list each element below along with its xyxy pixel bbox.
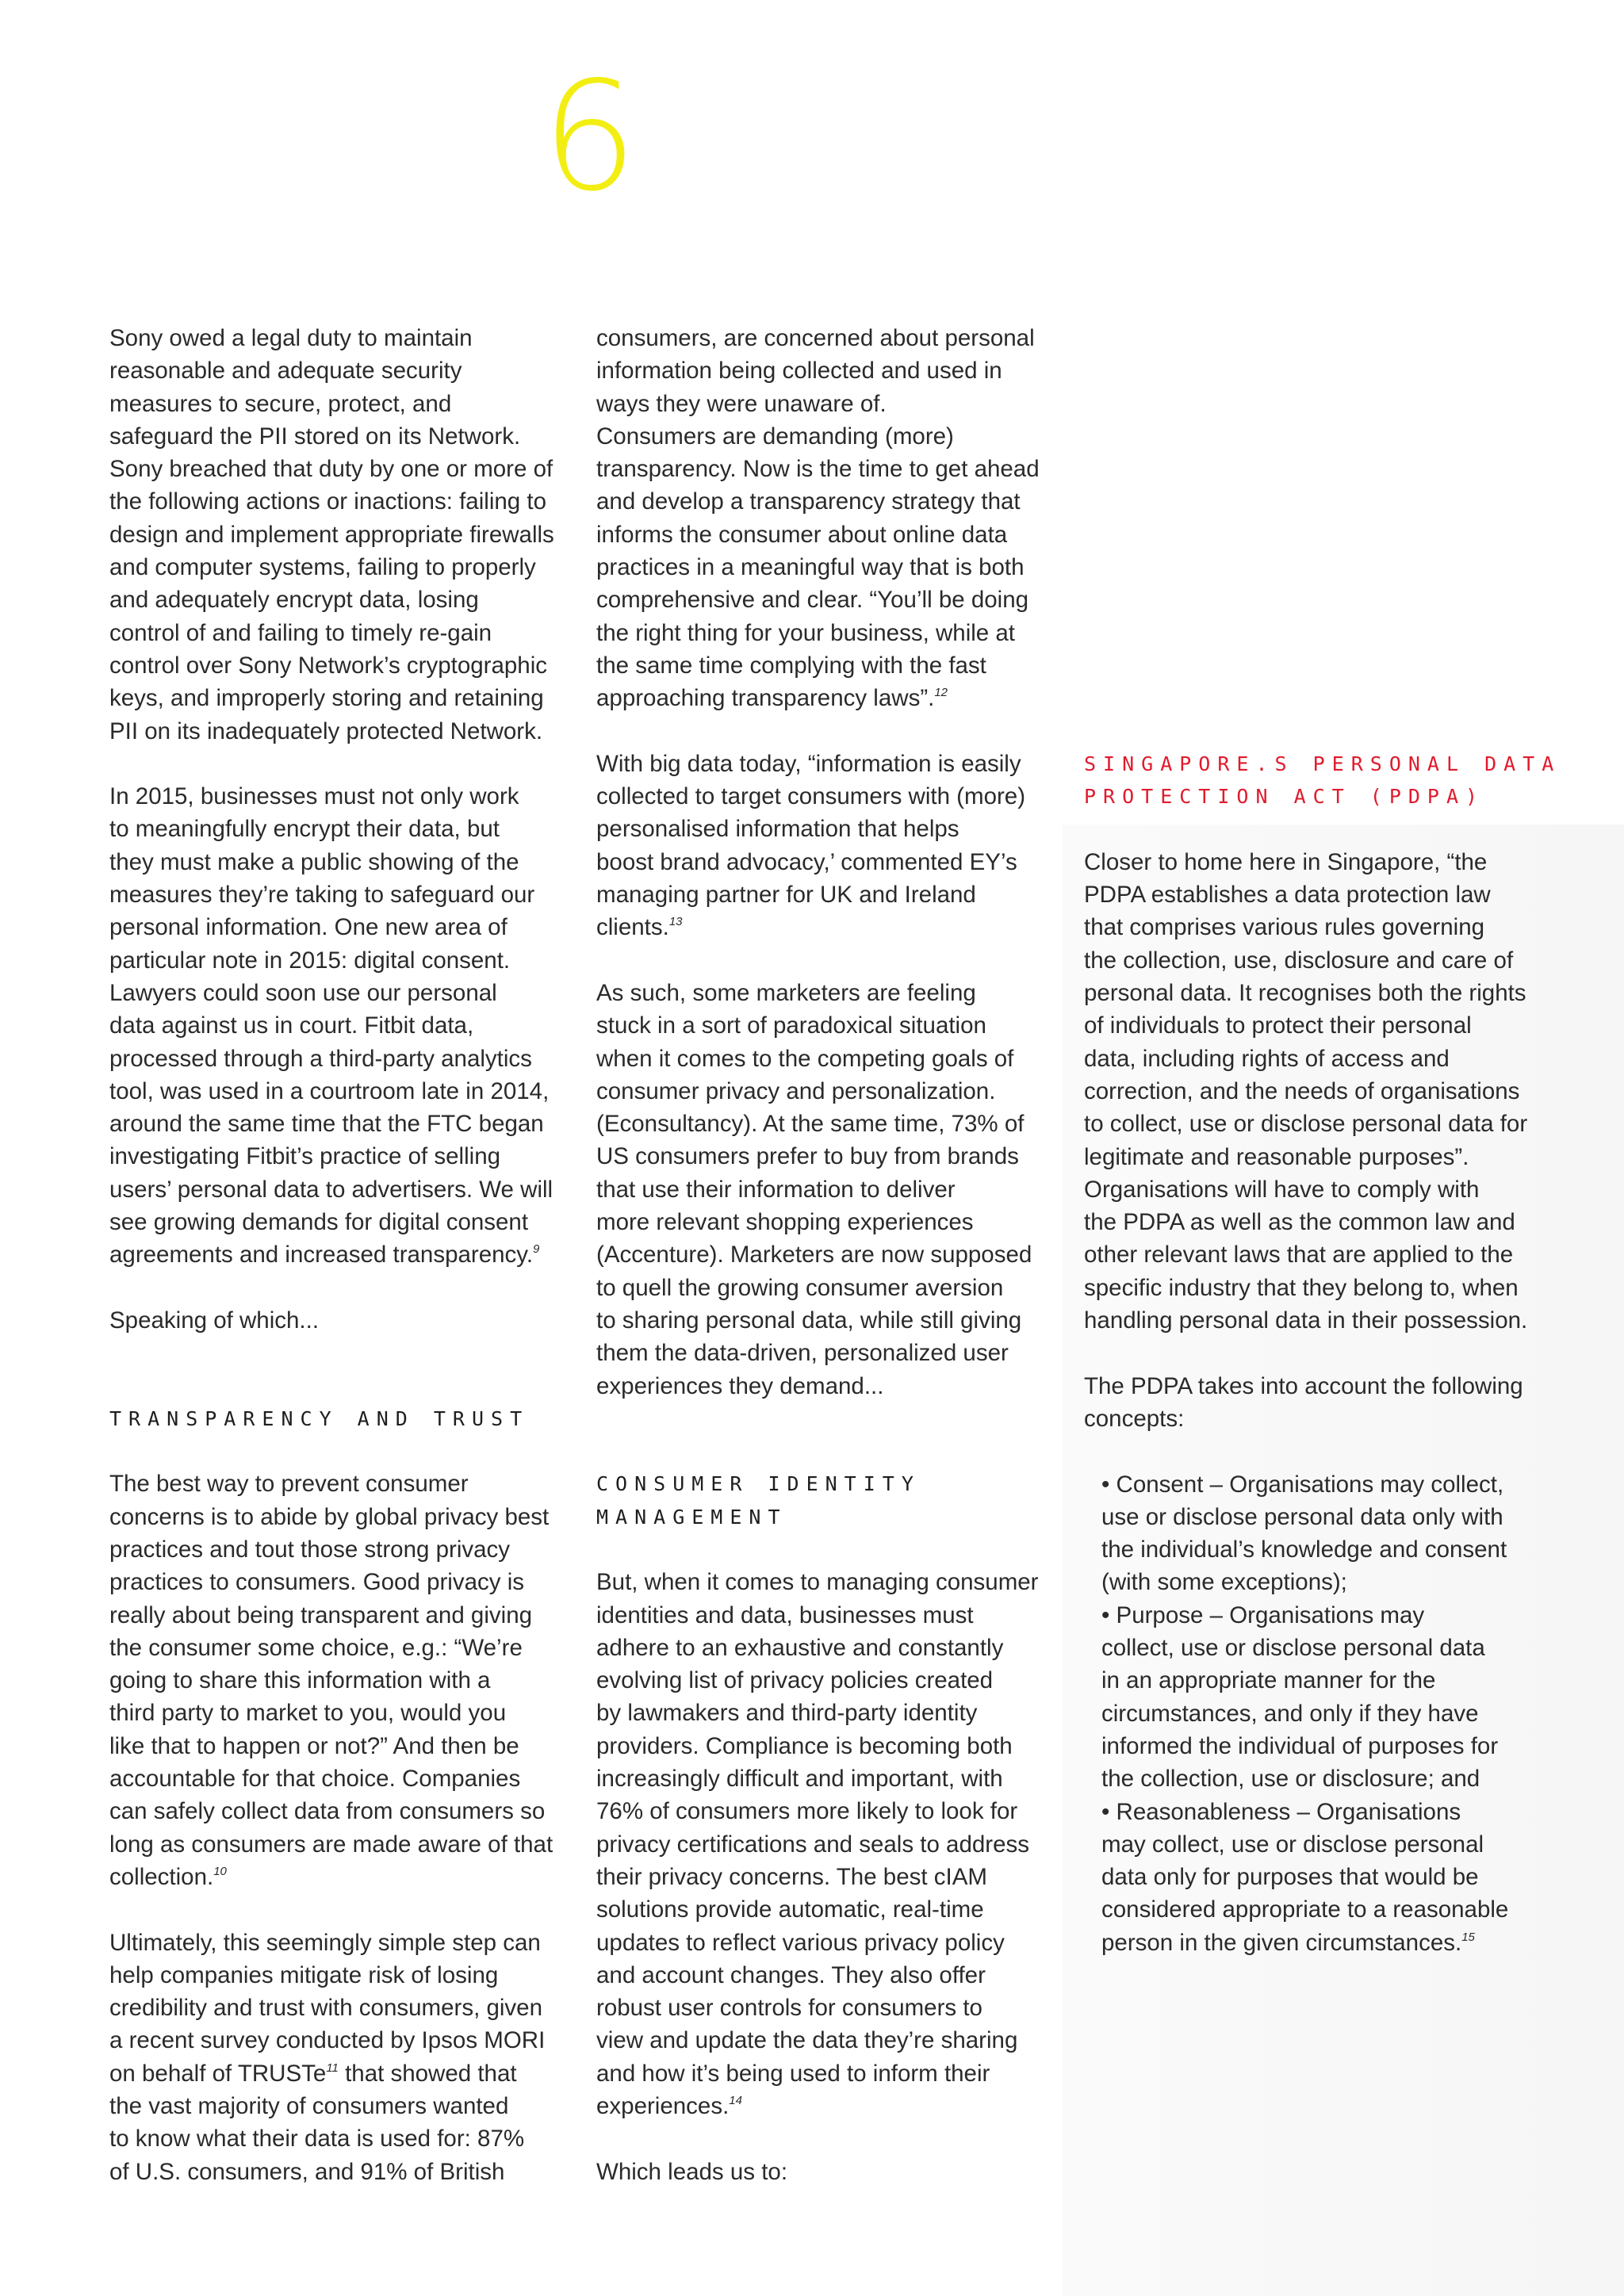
text-line: control of and failing to timely re-gain: [109, 619, 492, 646]
text-line: solutions provide automatic, real-time: [596, 1896, 984, 1923]
text-line: experiences they demand...: [596, 1372, 884, 1399]
text-line: identities and data, businesses must: [596, 1601, 974, 1628]
text-line: comprehensive and clear. “You’ll be doing: [596, 587, 1029, 614]
text-line: really about being transparent and giving: [109, 1601, 533, 1628]
text-line: the consumer some choice, e.g.: “We’re: [109, 1634, 523, 1661]
text-line: Consumers are demanding (more): [596, 423, 954, 450]
text-line: circumstances, and only if they have: [1101, 1700, 1479, 1727]
text-line: [109, 2057, 554, 2090]
text-line: they must make a public showing of the: [109, 848, 519, 875]
col1-paragraph-4: [109, 1468, 554, 1893]
text-line: But, when it comes to managing consumer: [596, 1569, 1039, 1596]
text-line: measures to secure, protect, and: [109, 390, 452, 417]
column-1: [109, 322, 554, 2188]
list-item: • Reasonableness – Organisations: [1101, 1798, 1461, 1825]
text-line: the vast majority of consumers wanted: [109, 2093, 509, 2120]
text-line: adhere to an exhaustive and constantly: [596, 1634, 1004, 1661]
text-line: keys, and improperly storing and retaining: [109, 685, 544, 712]
text-line: collect, use or disclose personal data: [1101, 1635, 1485, 1662]
text-line: transparency. Now is the time to get ahead: [596, 456, 1040, 483]
text-line: to sharing personal data, while still giving: [596, 1307, 1022, 1334]
footnote-ref: 15: [1461, 1930, 1475, 1944]
text-span: person in the given circumstances.: [1101, 1929, 1462, 1956]
text-line: consumers, are concerned about personal: [596, 325, 1035, 351]
text-line: in an appropriate manner for the: [1101, 1667, 1436, 1694]
text-span: collection.: [109, 1863, 214, 1890]
text-line: information being collected and used in: [596, 358, 1002, 385]
footnote-ref: 14: [729, 2094, 742, 2108]
text-line: to quell the growing consumer aversion: [596, 1274, 1004, 1301]
list-item: • Purpose – Organisations may: [1101, 1601, 1425, 1628]
text-line: can safely collect data from consumers so: [109, 1798, 546, 1825]
text-line: Ultimately, this seemingly simple step can: [109, 1929, 541, 1956]
col1-paragraph-1: [109, 322, 554, 748]
text-line: data only for purposes that would be: [1101, 1864, 1479, 1891]
section-heading-transparency: TRANSPARENCY AND TRUST: [109, 1406, 530, 1430]
text-line: (Accenture). Marketers are now supposed: [596, 1242, 1032, 1269]
text-line: and how it’s being used to inform their: [596, 2060, 990, 2087]
text-line: by lawmakers and third-party identity: [596, 1700, 978, 1727]
text-line: personal data. It recognises both the rights: [1084, 980, 1526, 1007]
text-line: that comprises various rules governing: [1084, 914, 1485, 941]
text-line: practices and tout those strong privacy: [109, 1536, 511, 1563]
text-line: informs the consumer about online data: [596, 521, 1008, 548]
text-line: control over Sony Network’s cryptographic: [109, 652, 548, 679]
footnote-ref: 10: [213, 1864, 227, 1878]
text-line: particular note in 2015: digital consent.: [109, 947, 511, 974]
text-line: other relevant laws that are applied to the: [1084, 1242, 1514, 1269]
text-line: updates to reflect various privacy policy: [596, 1929, 1005, 1956]
text-line: data, including rights of access and: [1084, 1045, 1450, 1072]
text-line: considered appropriate to a reasonable: [1101, 1896, 1509, 1923]
text-line: may collect, use or disclose personal: [1101, 1831, 1484, 1858]
text-line: and adequately encrypt data, losing: [109, 587, 479, 614]
text-line: The PDPA takes into account the following: [1084, 1372, 1523, 1399]
text-line: [109, 1861, 554, 1893]
text-line: 76% of consumers more likely to look for: [596, 1798, 1018, 1825]
text-line: evolving list of privacy policies created: [596, 1667, 994, 1694]
text-line: to know what their data is used for: 87%: [109, 2126, 525, 2152]
text-line: accountable for that choice. Companies: [109, 1766, 521, 1793]
col2-paragraph-4: [596, 1566, 1040, 2122]
list-item: • Consent – Organisations may collect,: [1101, 1471, 1504, 1498]
text-line: Sony owed a legal duty to maintain: [109, 325, 473, 351]
text-line: handling personal data in their possession.: [1084, 1307, 1528, 1334]
text-line: Lawyers could soon use our personal: [109, 979, 497, 1006]
text-line: and develop a transparency strategy that: [596, 488, 1021, 515]
text-line: Organisations will have to comply with: [1084, 1176, 1480, 1203]
text-line: [596, 682, 1040, 714]
text-line: increasingly difficult and important, with: [596, 1766, 1003, 1793]
col1-paragraph-2: [109, 780, 554, 1271]
text-line: of individuals to protect their personal: [1084, 1012, 1472, 1039]
text-line: the right thing for your business, while at: [596, 619, 1016, 646]
text-line: credibility and trust with consumers, given: [109, 1995, 542, 2022]
text-line: the collection, use, disclosure and care of: [1084, 947, 1514, 974]
text-line: specific industry that they belong to, when: [1084, 1274, 1519, 1301]
text-line: The best way to prevent consumer: [109, 1471, 469, 1498]
text-line: and computer systems, failing to properly: [109, 554, 536, 581]
text-line: going to share this information with a: [109, 1667, 491, 1694]
text-line: Sony breached that duty by one or more of: [109, 456, 553, 483]
text-line: use or disclose personal data only with: [1101, 1503, 1503, 1530]
col1-paragraph-3: Speaking of which...: [109, 1307, 320, 1334]
text-line: ways they were unaware of.: [596, 390, 887, 417]
text-line: [1101, 1927, 1561, 1959]
footnote-ref: 13: [668, 915, 683, 929]
text-line: the PDPA as well as the common law and: [1084, 1209, 1515, 1236]
footnote-ref: 11: [326, 2061, 339, 2075]
text-line: like that to happen or not?” And then be: [109, 1732, 519, 1759]
text-line: a recent survey conducted by Ipsos MORI: [109, 2027, 546, 2054]
text-line: concerns is to abide by global privacy best: [109, 1503, 550, 1530]
text-line: third party to market to you, would you: [109, 1700, 507, 1727]
text-line: more relevant shopping experiences: [596, 1209, 974, 1236]
text-line: long as consumers are made aware of that: [109, 1831, 553, 1858]
text-line: see growing demands for digital consent: [109, 1209, 529, 1236]
text-line: personalised information that helps: [596, 816, 959, 843]
text-line: their privacy concerns. The best cIAM: [596, 1863, 987, 1890]
text-line: concepts:: [1084, 1405, 1185, 1432]
col2-paragraph-1: [596, 322, 1040, 715]
text-line: legitimate and reasonable purposes”.: [1084, 1143, 1469, 1170]
text-line: privacy certifications and seals to address: [596, 1831, 1030, 1858]
text-span: experiences.: [596, 2093, 730, 2120]
text-line: to meaningfully encrypt their data, but: [109, 816, 500, 843]
text-line: providers. Compliance is becoming both: [596, 1732, 1013, 1759]
text-line: (with some exceptions);: [1101, 1569, 1347, 1596]
footnote-ref: 9: [533, 1242, 540, 1257]
text-line: investigating Fitbit’s practice of selling: [109, 1143, 501, 1170]
text-line: managing partner for UK and Ireland: [596, 882, 976, 909]
col1-paragraph-5: [109, 1927, 554, 2188]
text-line: measures they’re taking to safeguard our: [109, 882, 535, 909]
col2-paragraph-2: [596, 748, 1040, 944]
text-line: practices in a meaningful way that is both: [596, 554, 1025, 581]
text-span: agreements and increased transparency.: [109, 1242, 534, 1269]
column-3: [1084, 748, 1561, 1959]
text-span: on behalf of TRUSTe: [109, 2060, 327, 2087]
text-line: As such, some marketers are feeling: [596, 979, 976, 1006]
text-line: around the same time that the FTC began: [109, 1111, 544, 1138]
text-line: tool, was used in a courtroom late in 2014,: [109, 1077, 550, 1104]
text-line: design and implement appropriate firewalls: [109, 521, 554, 548]
text-line: [109, 1238, 554, 1271]
text-line: safeguard the PII stored on its Network.: [109, 423, 521, 450]
text-line: them the data-driven, personalized user: [596, 1340, 1009, 1367]
text-line: US consumers prefer to buy from brands: [596, 1143, 1019, 1170]
text-line: the same time complying with the fast: [596, 652, 986, 679]
text-line: when it comes to the competing goals of: [596, 1045, 1014, 1072]
text-line: of U.S. consumers, and 91% of British: [109, 2158, 505, 2185]
text-span: approaching transparency laws”.: [596, 685, 935, 712]
text-line: data against us in court. Fitbit data,: [109, 1012, 474, 1039]
text-line: collected to target consumers with (more): [596, 783, 1026, 810]
text-line: consumer privacy and personalization.: [596, 1077, 996, 1104]
text-line: help companies mitigate risk of losing: [109, 1961, 499, 1988]
text-line: With big data today, “information is easily: [596, 750, 1021, 777]
text-line: informed the individual of purposes for: [1101, 1732, 1499, 1759]
text-line: reasonable and adequate security: [109, 358, 462, 385]
text-line: view and update the data they’re sharing: [596, 2027, 1018, 2054]
footnote-ref: 12: [934, 686, 948, 700]
page-number: 6: [542, 49, 638, 224]
text-line: processed through a third-party analytics: [109, 1045, 532, 1072]
text-line: personal information. One new area of: [109, 914, 508, 941]
text-line: practices to consumers. Good privacy is: [109, 1569, 525, 1596]
column-2: [596, 322, 1040, 2188]
text-line: the following actions or inactions: failing to: [109, 488, 546, 515]
text-line: users’ personal data to advertisers. We will: [109, 1176, 553, 1203]
text-line: stuck in a sort of paradoxical situation: [596, 1012, 986, 1039]
col2-paragraph-3: [596, 977, 1040, 1402]
text-line: to collect, use or disclose personal data for: [1084, 1111, 1528, 1138]
text-line: In 2015, businesses must not only work: [109, 783, 519, 810]
text-line: [596, 911, 1040, 943]
text-span: that showed that: [338, 2060, 517, 2087]
section-heading-consumer-identity-line2: MANAGEMENT: [596, 1505, 787, 1529]
section-heading-pdpa-line2: PROTECTION ACT (PDPA): [1084, 785, 1485, 809]
text-line: Closer to home here in Singapore, “the: [1084, 848, 1488, 875]
text-line: (Econsultancy). At the same time, 73% of: [596, 1111, 1025, 1138]
text-line: correction, and the needs of organisations: [1084, 1077, 1520, 1104]
text-line: boost brand advocacy,’ commented EY’s: [596, 848, 1017, 875]
col3-paragraph-2: [1084, 1370, 1561, 1436]
section-heading-consumer-identity: CONSUMER IDENTITY: [596, 1472, 921, 1496]
text-line: that use their information to deliver: [596, 1176, 956, 1203]
text-span: clients.: [596, 914, 669, 941]
text-line: [596, 2090, 1040, 2122]
text-line: PDPA establishes a data protection law: [1084, 882, 1491, 909]
text-line: the individual’s knowledge and consent: [1101, 1536, 1507, 1563]
text-line: robust user controls for consumers to: [596, 1995, 982, 2022]
text-line: and account changes. They also offer: [596, 1961, 986, 1988]
pdpa-concepts-list: [1084, 1468, 1561, 1959]
text-line: the collection, use or disclosure; and: [1101, 1766, 1480, 1793]
section-heading-pdpa: SINGAPORE.S PERSONAL DATA: [1084, 752, 1561, 775]
col3-paragraph-1: [1084, 846, 1561, 1337]
col2-paragraph-5: Which leads us to:: [596, 2158, 788, 2185]
text-line: PII on its inadequately protected Network.: [109, 718, 543, 744]
